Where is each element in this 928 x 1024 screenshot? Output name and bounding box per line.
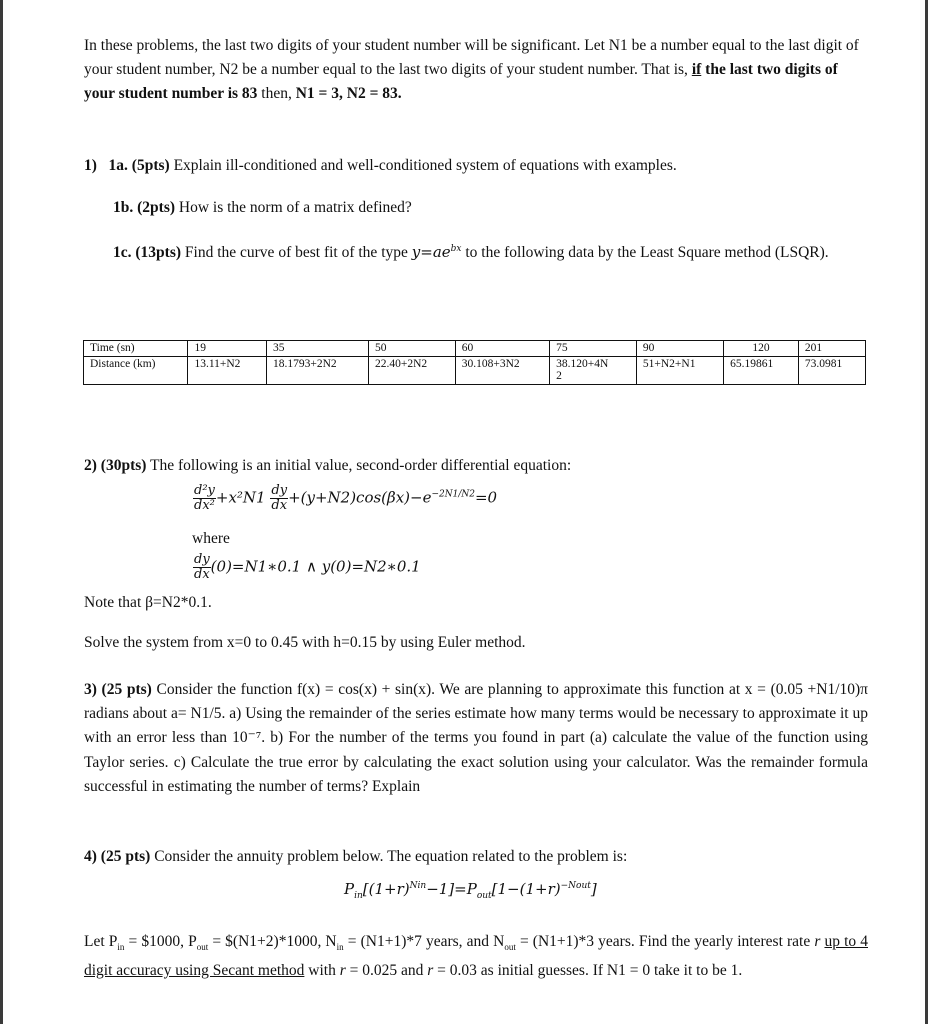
question-1a: 1) 1a. (5pts) Explain ill-conditioned and well-conditioned system of equations with examples. (84, 157, 677, 174)
table-cell: 18.1793+2N2 (266, 357, 368, 385)
intro-paragraph: In these problems, the last two digits of your student number will be significant. Let N1 be a number equal to the last digit of your student number, N2 be a number equal to the last two digits of your student number. That is, if the last two digits of your student number is 83 then, N1 = 3, N2 = 83. (84, 37, 859, 102)
question-1c: 1c. (13pts) Find the curve of best fit of the type $y=ae^{bx}$ to the following data by the Least Square method (LSQR). (113, 243, 829, 261)
table-cell: 60 (455, 341, 549, 357)
table-cell: 65.19861 (724, 357, 799, 385)
table-cell: 73.0981 (798, 357, 865, 385)
table-cell: 35 (266, 341, 368, 357)
table-cell: 50 (369, 341, 456, 357)
equation-initial-conditions: $\frac{dy}{dx}$ (0)=N1∗0.1 ∧ y(0)=N2∗0.1 (194, 552, 421, 582)
note-beta: Note that β=N2*0.1. (84, 594, 212, 611)
table-cell: 30.108+3N2 (455, 357, 549, 385)
question-2: 2) (30pts) The following is an initial value, second-order differential equation: (84, 457, 572, 474)
solve-instruction: Solve the system from x=0 to 0.45 with h=0.15 by using Euler method. (84, 634, 526, 651)
table-cell: Time (sn) (84, 341, 188, 357)
table-cell: 13.11+N2 (188, 357, 267, 385)
table-cell: 38.120+4N 2 (550, 357, 637, 385)
table-cell: Distance (km) (84, 357, 188, 385)
table-cell: 19 (188, 341, 267, 357)
table-cell: 51+N2+N1 (636, 357, 723, 385)
table-cell: 90 (636, 341, 723, 357)
table-cell: 201 (798, 341, 865, 357)
data-table (83, 340, 866, 385)
where-label: where (192, 530, 230, 547)
equation-ode: $\frac{\text{d²y}}{\text{dx²}}$ +x²N1 $\frac{dy}{dx}$ $+(y+N2)\cos(\beta x)-e^{-2N1/N2}=0$ (194, 483, 498, 513)
table-cell: 22.40+2N2 (369, 357, 456, 385)
question-4: 4) (25 pts) Consider the annuity problem below. The equation related to the problem is: (84, 848, 628, 865)
page-border-left (0, 0, 3, 1024)
table-cell: 75 (550, 341, 637, 357)
table-row-time (84, 341, 866, 357)
equation-annuity: $P_{in}[(1+r)^{Nin}-1]=P_{out}[1-(1+r)^{-Nout}]$ (344, 880, 597, 901)
table-cell: 120 (724, 341, 799, 357)
question-1b: 1b. (2pts) How is the norm of a matrix defined? (113, 199, 412, 216)
table-row-distance (84, 357, 866, 385)
question-3: 3) (25 pts) Consider the function f(x) = cos(x) + sin(x). We are planning to approximate this function at x = (0.05 +N1/10)π radians about a= N1/5. a) Using the remainder of the series estimate how many terms would be necessary to approximate it up with an error less than 10⁻⁷. b) For the number of the terms you found in part (a) calculate the value of the function using Taylor series. c) Calculate the true error by calculating the exact solution using your calculator. Was the remainder formula successful in estimating the number of terms? Explain (84, 681, 868, 795)
question-4-details: Let $P_{in}$ = $1000, $P_{out}$ = $(N1+2)*1000, $N_{in} = (N1+1)*7$ years, and $N_{out} = (N1+1)*3$ years. Find the yearly interest rate r up to 4 digit accuracy using Secant method with r = 0.025 and r = 0.03 as initial guesses. If N1 = 0 take it to be 1. (84, 933, 868, 980)
